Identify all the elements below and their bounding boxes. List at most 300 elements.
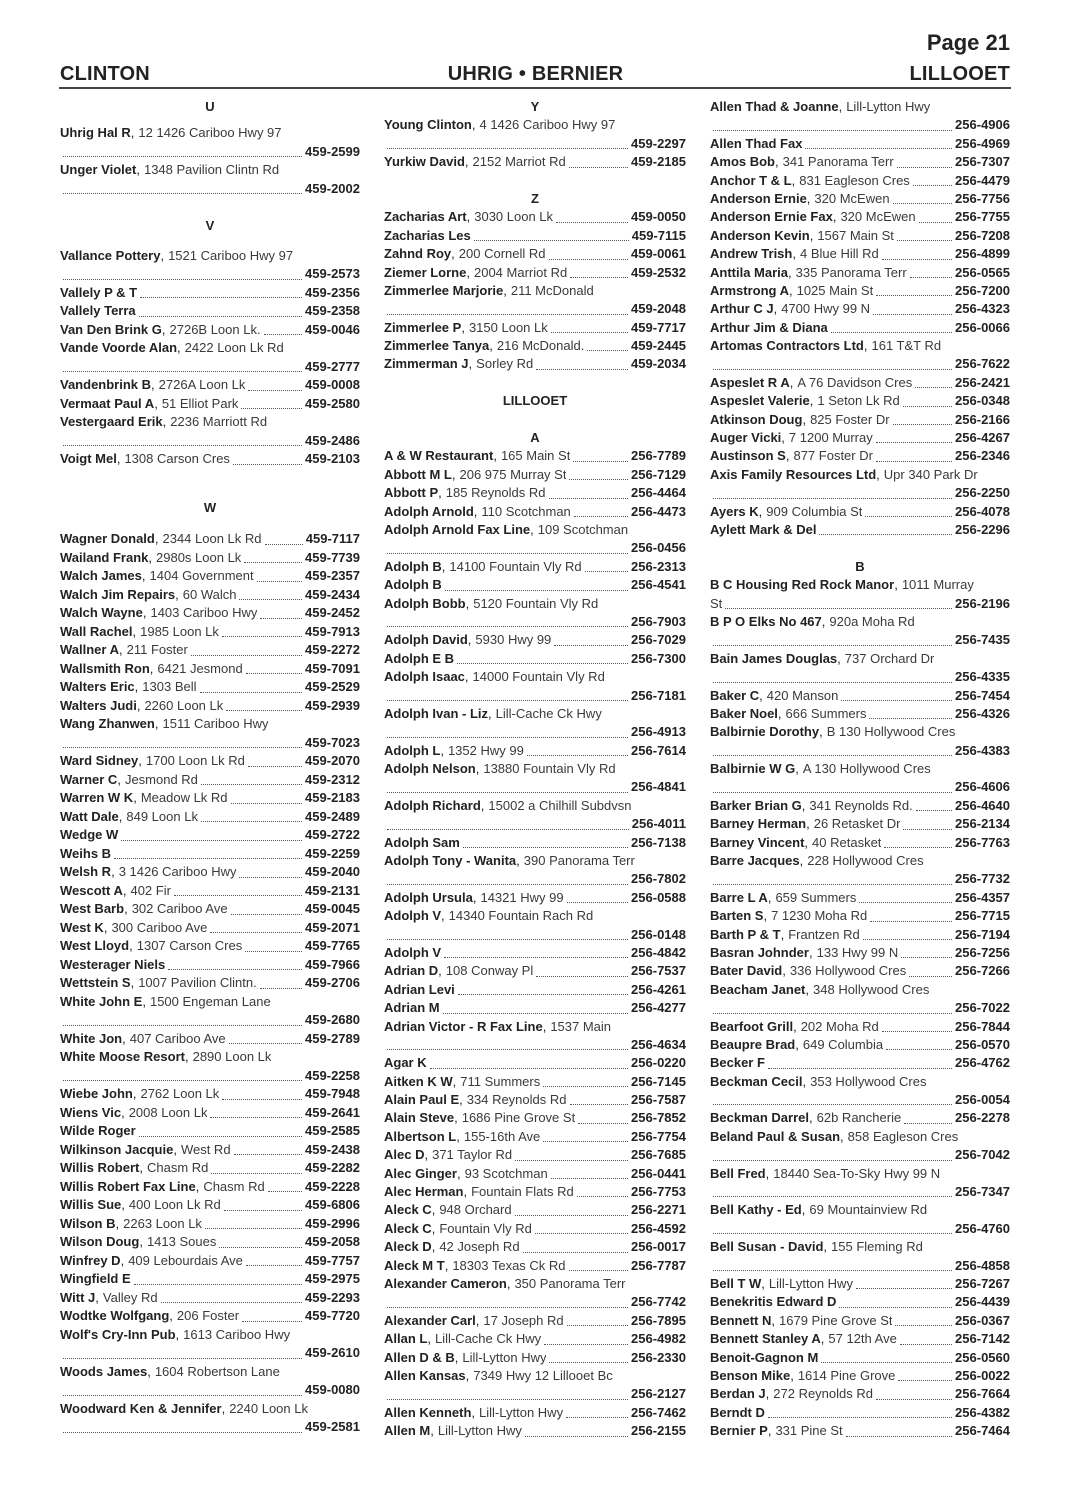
listing-address: 341 Panorama Terr [782, 154, 894, 170]
dot-leader [134, 1284, 302, 1285]
listing-address: Sorley Rd [476, 356, 534, 372]
listing [710, 834, 1010, 852]
listing [384, 466, 686, 484]
listing-address: 737 Orchard Dr [844, 650, 935, 666]
listing-address: 350 Panorama Terr [514, 1276, 626, 1291]
dot-leader [457, 663, 628, 664]
listing-line [710, 1293, 1010, 1311]
dot-leader [387, 939, 628, 940]
listing [384, 1312, 686, 1330]
listing-name: Warren W K , [60, 789, 137, 808]
listing-phone: 256-4439 [955, 1294, 1010, 1310]
dot-leader [569, 167, 628, 168]
listing-address: 26 Retasket Dr [813, 816, 901, 832]
listing [710, 411, 1010, 429]
dot-leader [882, 259, 952, 260]
listing [384, 981, 686, 999]
listing-line [710, 98, 1010, 116]
directory-section [384, 429, 686, 1440]
listing-name: Wedge W [60, 827, 119, 842]
listing-line [710, 852, 1010, 870]
listing [60, 1048, 360, 1085]
dot-leader [901, 957, 952, 958]
listing [710, 1165, 1010, 1202]
dot-leader [242, 1321, 302, 1322]
listing [710, 981, 1010, 1018]
dot-leader [387, 1399, 628, 1400]
listing [60, 395, 360, 414]
listing-phone: 459-7117 [305, 531, 360, 546]
listing-line [384, 834, 686, 852]
listing-phone: 256-7895 [631, 1312, 686, 1328]
listing [60, 284, 360, 303]
listing-line [384, 135, 686, 153]
listing-address: 1307 Carson Cres [136, 938, 243, 953]
dot-leader [246, 673, 302, 674]
listing-address: 400 Loon Lk Rd [128, 1197, 221, 1212]
listing-address: 335 Panorama Terr [795, 264, 907, 280]
listing-line [710, 1367, 1010, 1385]
listing-line [60, 734, 360, 753]
listing-address: 409 Lebourdais Ave [128, 1252, 243, 1268]
listing-name: Voigt Mel , [60, 450, 120, 469]
letter-heading: V [205, 217, 215, 233]
listing [384, 962, 686, 980]
listing-name: Anchor T & L , [710, 172, 795, 190]
listing-address: 12 1426 Cariboo Hwy 97 [138, 125, 282, 140]
listing [384, 834, 686, 852]
listing-address: Chasm Rd [146, 1160, 209, 1175]
listing-address: 42 Joseph Rd [439, 1239, 520, 1255]
listing-name: Unger Violet , [60, 161, 140, 180]
listing [60, 604, 360, 623]
listing-address: 3150 Loon Lk [468, 319, 548, 335]
listing-address: 1521 Cariboo Hwy 97 [168, 247, 294, 263]
listing [710, 815, 1010, 833]
dot-leader [569, 1270, 629, 1271]
listing-phone: 256-7029 [631, 632, 686, 648]
listing-line [60, 1307, 360, 1326]
listing [60, 882, 360, 901]
dot-leader [544, 1344, 628, 1345]
dot-leader [886, 1049, 952, 1050]
dot-leader [909, 976, 952, 977]
dot-leader [268, 1191, 302, 1192]
listing [710, 926, 1010, 944]
listing-name: Alain Steve , [384, 1109, 458, 1127]
listing-phone: 256-4982 [631, 1331, 686, 1347]
listing [384, 1404, 686, 1422]
listing-phone: 459-2356 [305, 284, 360, 300]
listing-name: Benson Mike , [710, 1367, 794, 1385]
listing-line [710, 1385, 1010, 1403]
listing-line [710, 172, 1010, 190]
listing [60, 1289, 360, 1308]
listing-phone: 256-7266 [955, 963, 1010, 979]
listing [384, 1349, 686, 1367]
dot-leader [63, 747, 302, 748]
listing-name: Becker F [710, 1055, 765, 1071]
listing [710, 264, 1010, 282]
listing-phone: 256-4473 [631, 503, 686, 519]
listing-address: Valley Rd [102, 1289, 158, 1305]
listing-phone: 256-7802 [631, 871, 686, 887]
listing [710, 98, 1010, 135]
listing-line [60, 339, 360, 358]
listing [60, 641, 360, 660]
listing-name: Benoit-Gagnon M [710, 1349, 819, 1365]
listing-phone: 256-0560 [955, 1349, 1010, 1365]
dot-leader [543, 1086, 628, 1087]
listing-address: Jesmond Rd [124, 771, 198, 787]
listing-address: Lill-Cache Ck Hwy [434, 1331, 542, 1347]
listing-line [60, 974, 360, 993]
listing-phone: 459-0045 [305, 901, 360, 916]
listing-name: Vallely Terra [60, 303, 136, 318]
listing-phone: 256-4913 [631, 724, 686, 740]
dot-leader [713, 1270, 952, 1271]
listing-name: Auger Vicki , [710, 429, 785, 447]
listing-line [384, 1220, 686, 1238]
listing-name: Aitken K W , [384, 1073, 456, 1091]
listing [384, 447, 686, 465]
listing-line [710, 815, 1010, 833]
listing-line [710, 999, 1010, 1017]
directory-section [384, 392, 686, 410]
listing-address: 659 Summers [775, 889, 857, 905]
listing-name: Beaupre Brad , [710, 1036, 799, 1054]
listing-line [710, 576, 1010, 594]
community-heading: LILLOOET [502, 393, 568, 409]
listing-line [384, 668, 686, 686]
listing [710, 1367, 1010, 1385]
listing-name: Wilson B , [60, 1215, 119, 1234]
listing-address: Chasm Rd [203, 1178, 265, 1194]
listing-name: Alexander Carl , [384, 1312, 479, 1330]
listing-name: Abbott P , [384, 484, 442, 502]
listing [60, 1233, 360, 1252]
listing [60, 845, 360, 864]
listing [384, 558, 686, 576]
listing-phone: 256-7267 [955, 1276, 1010, 1291]
listing-phone: 256-7715 [955, 908, 1010, 924]
listing-line [710, 1257, 1010, 1275]
listing-address: Lill-Lytton Hwy [437, 1423, 522, 1439]
listing-line [384, 208, 686, 226]
column-1 [60, 98, 360, 1437]
listing-phone: 459-2996 [305, 1215, 360, 1231]
listing-name: Walters Judi , [60, 697, 140, 716]
listing-name: Adolph Bobb , [384, 595, 469, 613]
listing [710, 907, 1010, 925]
listing [710, 153, 1010, 171]
dot-leader [713, 369, 952, 370]
dot-leader [873, 314, 952, 315]
listing-address: 4700 Hwy 99 N [781, 301, 871, 317]
listing-phone: 256-4541 [631, 577, 686, 593]
listing-phone: 256-0456 [631, 540, 686, 556]
dot-leader [713, 1233, 952, 1234]
listing-line [710, 1183, 1010, 1201]
listing [384, 319, 686, 337]
listing-phone: 256-7462 [631, 1404, 686, 1420]
listing-name: Alec Ginger , [384, 1165, 461, 1183]
listing-name: Beckman Darrel , [710, 1109, 813, 1127]
listing [710, 687, 1010, 705]
listing-address: 202 Moha Rd [800, 1018, 879, 1034]
listing-phone: 256-7755 [955, 209, 1010, 225]
dot-leader [140, 297, 302, 298]
listing-phone: 256-4479 [955, 172, 1010, 188]
listing-phone: 256-4277 [631, 1000, 686, 1016]
listing-line [60, 284, 360, 303]
listing-name: Bell Susan - David , [710, 1238, 827, 1256]
listing-line [384, 1349, 686, 1367]
listing [710, 245, 1010, 263]
listing-address: 216 McDonald. [496, 338, 585, 354]
dot-leader [574, 516, 628, 517]
listing [384, 116, 686, 153]
listing-address: 1308 Carson Cres [124, 451, 230, 466]
listing-phone: 459-2789 [305, 1030, 360, 1046]
listing-name: Walch Jim Repairs , [60, 586, 179, 605]
dot-leader [430, 1068, 628, 1069]
listing [710, 1109, 1010, 1127]
listing-address: Meadow Lk Rd [140, 790, 228, 805]
listing-name: Bennett Stanley A , [710, 1330, 824, 1348]
listing [60, 1085, 360, 1104]
listing-phone: 256-4382 [955, 1404, 1010, 1420]
listing [710, 576, 1010, 613]
listing-phone: 256-7614 [631, 742, 686, 758]
listing [60, 1030, 360, 1049]
listing-phone: 459-2610 [305, 1345, 360, 1360]
dot-leader [713, 498, 952, 499]
listing-address: Lill-Lytton Hwy [462, 1349, 547, 1365]
dot-leader [856, 1288, 952, 1289]
listing-phone: 256-2155 [631, 1423, 686, 1439]
listing-address: 15002 a Chilhill Subdvsn [488, 797, 632, 813]
listing-line [710, 135, 1010, 153]
listing-line [60, 1178, 360, 1197]
listing-address: 14000 Fountain Vly Rd [472, 669, 605, 685]
listing-address: 2344 Loon Lk Rd [162, 531, 262, 546]
listing [60, 549, 360, 568]
listing [384, 595, 686, 632]
listing-name: Balbirnie W G , [710, 760, 799, 778]
listing-line [710, 392, 1010, 410]
listing-phone: 459-2585 [305, 1123, 360, 1138]
listing-phone: 256-2296 [955, 521, 1010, 537]
listing-phone: 459-7023 [305, 734, 360, 750]
listing-name: Adolph L , [384, 742, 444, 760]
listing-phone: 256-0017 [631, 1239, 686, 1255]
listing [60, 1363, 360, 1400]
listing-line [710, 1109, 1010, 1127]
listing-address: 2726A Loon Lk [158, 377, 246, 392]
listing-line [384, 797, 686, 815]
listing [710, 760, 1010, 797]
listing-name: Welsh R , [60, 863, 115, 882]
dot-leader [260, 988, 302, 989]
dot-leader [805, 148, 952, 149]
dot-leader [573, 461, 628, 462]
dot-leader [863, 939, 952, 940]
listing-line [60, 376, 360, 395]
listing-name: Bell Kathy - Ed , [710, 1201, 805, 1219]
dot-leader [869, 718, 952, 719]
listing-name: Axis Family Resources Ltd , [710, 466, 880, 484]
listing-line [710, 907, 1010, 925]
dot-leader [713, 884, 952, 885]
listing-address: 348 Hollywood Cres [813, 981, 930, 997]
listing-name: White Moose Resort , [60, 1048, 189, 1067]
listing-address: 7 1230 Moha Rd [771, 908, 868, 924]
listing-name: Alec D , [384, 1146, 428, 1164]
listing-phone: 459-2259 [305, 845, 360, 861]
listing-name: Zimmerman J , [384, 355, 472, 373]
listing-line [60, 530, 360, 549]
listing [384, 1109, 686, 1127]
listing [384, 1183, 686, 1201]
listing-phone: 256-4267 [955, 430, 1010, 446]
listing-phone: 459-2777 [305, 358, 360, 374]
listing [384, 1128, 686, 1146]
listing-name: Adolph V [384, 944, 442, 960]
listing-name: Aspeslet Valerie , [710, 392, 813, 410]
listing-line [60, 1196, 360, 1215]
listing-phone: 459-0008 [305, 377, 360, 392]
listing-phone: 256-0441 [631, 1165, 686, 1181]
listing-name: Bernier P , [710, 1422, 771, 1440]
listing-phone: 256-4335 [955, 669, 1010, 685]
listing-line [710, 374, 1010, 392]
listing [384, 907, 686, 944]
dot-leader [578, 1123, 628, 1124]
listing [710, 1312, 1010, 1330]
listing-address: 1348 Pavilion Clintn Rd [143, 162, 280, 177]
listing-name: Adolph Nelson , [384, 760, 479, 778]
listing [384, 337, 686, 355]
listing-phone: 459-7765 [305, 938, 360, 953]
listing-line [60, 771, 360, 790]
listing-line [60, 247, 360, 266]
listing [710, 300, 1010, 318]
listing-phone: 256-0066 [955, 319, 1010, 335]
dot-leader [535, 1233, 628, 1234]
listing-name: Uhrig Hal R , [60, 124, 134, 143]
listing-line [384, 1109, 686, 1127]
listing-phone: 256-4841 [631, 779, 686, 795]
listing-address: Lill-Lytton Hwy [846, 99, 931, 114]
listing-name: Albertson L , [384, 1128, 460, 1146]
listing-line [710, 778, 1010, 796]
listing-line [60, 623, 360, 642]
listing-phone: 256-4592 [631, 1220, 686, 1236]
listing-line [60, 1122, 360, 1141]
listing-phone: 256-4464 [631, 485, 686, 501]
listing-line [384, 815, 686, 833]
dot-leader [387, 700, 628, 701]
listing-phone: 459-7115 [631, 227, 686, 243]
listing-address: Fountain Flats Rd [471, 1184, 574, 1200]
listing [384, 1275, 686, 1312]
listing [710, 374, 1010, 392]
listing-name: Benekritis Edward D [710, 1294, 837, 1310]
listing [60, 124, 360, 161]
dot-leader [63, 279, 302, 280]
listing-line [384, 889, 686, 907]
listing [710, 1293, 1010, 1311]
listing-name: Bater David , [710, 962, 786, 980]
listing-address: 3030 Loon Lk [474, 209, 554, 225]
listing [384, 760, 686, 797]
dot-leader [63, 1395, 302, 1396]
listing-name: Berdan J , [710, 1385, 769, 1403]
dot-leader [445, 590, 628, 591]
listing-name: Willis Sue , [60, 1196, 125, 1215]
listing-name: Zahnd Roy , [384, 245, 455, 263]
listing-phone: 256-7789 [631, 448, 686, 464]
listing-address: 666 Summers [785, 705, 867, 721]
listing-phone: 256-7200 [955, 282, 1010, 298]
listing-name: Anttila Maria , [710, 264, 792, 282]
listing [384, 1257, 686, 1275]
listing-line [384, 1183, 686, 1201]
dot-leader [387, 148, 628, 149]
listing-name: Anderson Ernie , [710, 190, 810, 208]
dot-leader [536, 976, 628, 977]
listing-address: 334 Reynolds Rd [466, 1092, 567, 1108]
listing [384, 668, 686, 705]
listing-line [710, 668, 1010, 686]
listing-name: Wingfield E [60, 1271, 131, 1286]
dot-leader [870, 921, 952, 922]
listing-line [384, 153, 686, 171]
listing [710, 521, 1010, 539]
listing-address: 14340 Fountain Rach Rd [448, 908, 594, 924]
listing-address: 4 1426 Cariboo Hwy 97 [479, 117, 616, 133]
dot-leader [876, 1399, 952, 1400]
listing-name: B C Housing Red Rock Manor , [710, 576, 898, 594]
dot-leader [549, 498, 629, 499]
listing-name: Barten S , [710, 907, 767, 925]
listing-line [60, 1381, 360, 1400]
listing-line [60, 1289, 360, 1308]
letter-heading: A [530, 430, 540, 446]
dot-leader [536, 369, 628, 370]
listing-line [710, 300, 1010, 318]
listing [384, 227, 686, 245]
listing [384, 503, 686, 521]
listing-phone: 256-7587 [631, 1092, 686, 1108]
listing-address: 1 Seton Lk Rd [817, 393, 900, 409]
listing [710, 889, 1010, 907]
dot-leader [222, 636, 302, 637]
listing-line [60, 265, 360, 284]
dot-leader [161, 1302, 302, 1303]
listing-phone: 256-0148 [631, 926, 686, 942]
listing-name: Barre L A , [710, 889, 771, 907]
listing-phone: 256-7022 [955, 1000, 1010, 1016]
listing-address: 1007 Pavilion Clintn. [138, 975, 257, 990]
listing-phone: 256-2278 [955, 1110, 1010, 1126]
listing-name: Adolph Tony - Wanita , [384, 852, 520, 870]
listing [60, 623, 360, 642]
listing-address: 948 Orchard [439, 1202, 512, 1218]
listing-phone: 256-4858 [955, 1257, 1010, 1273]
listing-line [710, 264, 1010, 282]
